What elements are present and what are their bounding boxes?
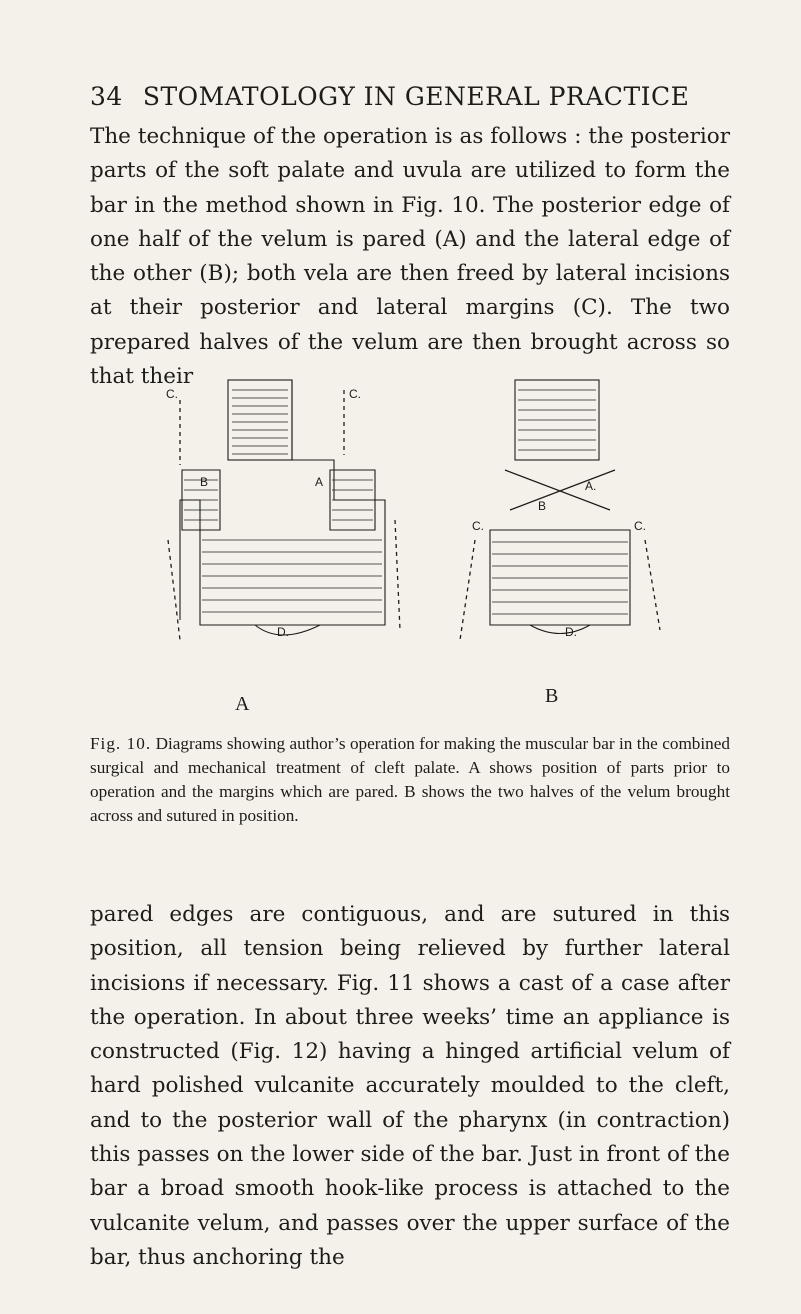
label-a-c-left: C.: [166, 387, 178, 401]
label-a-c-right: C.: [349, 387, 361, 401]
body-paragraph-top: The technique of the operation is as follows : the posterior parts of the soft palate and uvula are utilized to form the bar in the method shown in Fig. 10. The posterior edge of one half of the velum is pared (A) and the lateral edge of the other (B); both vela are then freed by lateral incisions at their posterior and lateral margins (C). The two prepared halves of the velum are then brought across so that their: [90, 124, 730, 390]
body-paragraph-bottom: pared edges are contiguous, and are sutured in this position, all tension being relieved by further lateral incisions if necessary. Fig. 11 shows a cast of a case after the operation. In about three weeks’ time an appliance is constructed (Fig. 12) having a hinged artificial velum of hard polished vulcanite accurately moulded to the cleft, and to the posterior wall of the pharynx (in contraction) this passes on the lower side of the bar. Just in front of the bar a broad smooth hook-like process is attached to the vulcanite velum, and passes over the upper surface of the bar, thus anchoring the: [90, 902, 730, 1270]
figure-svg: [160, 370, 680, 720]
figure-10-diagrams: [160, 370, 680, 720]
figure-caption: [90, 732, 730, 828]
page-number: 34: [90, 82, 123, 111]
panel-b-drawing: [460, 380, 660, 640]
running-header: [90, 82, 730, 111]
panel-a-label: A: [235, 693, 250, 715]
label-b-d: D.: [565, 625, 577, 639]
label-b-b: B: [538, 499, 547, 513]
label-b-c-right: C.: [634, 519, 646, 533]
label-b-a: A.: [585, 479, 597, 493]
label-a-a: A: [315, 475, 324, 489]
running-title: STOMATOLOGY IN GENERAL PRACTICE: [142, 82, 690, 111]
panel-b-label: B: [545, 685, 559, 707]
label-a-d: D.: [277, 625, 289, 639]
figure-number: Fig. 10.: [90, 734, 152, 753]
label-b-c-left: C.: [472, 519, 484, 533]
label-a-b: B: [200, 475, 209, 489]
caption-text: Diagrams showing author’s operation for making the muscular bar in the combined surgical and mechanical treatment of cleft palate. A shows position of parts prior to operation and the margins which are pared. B shows the two halves of the velum brought across and sutured in position.: [90, 734, 730, 825]
panel-a-drawing: [168, 380, 400, 640]
